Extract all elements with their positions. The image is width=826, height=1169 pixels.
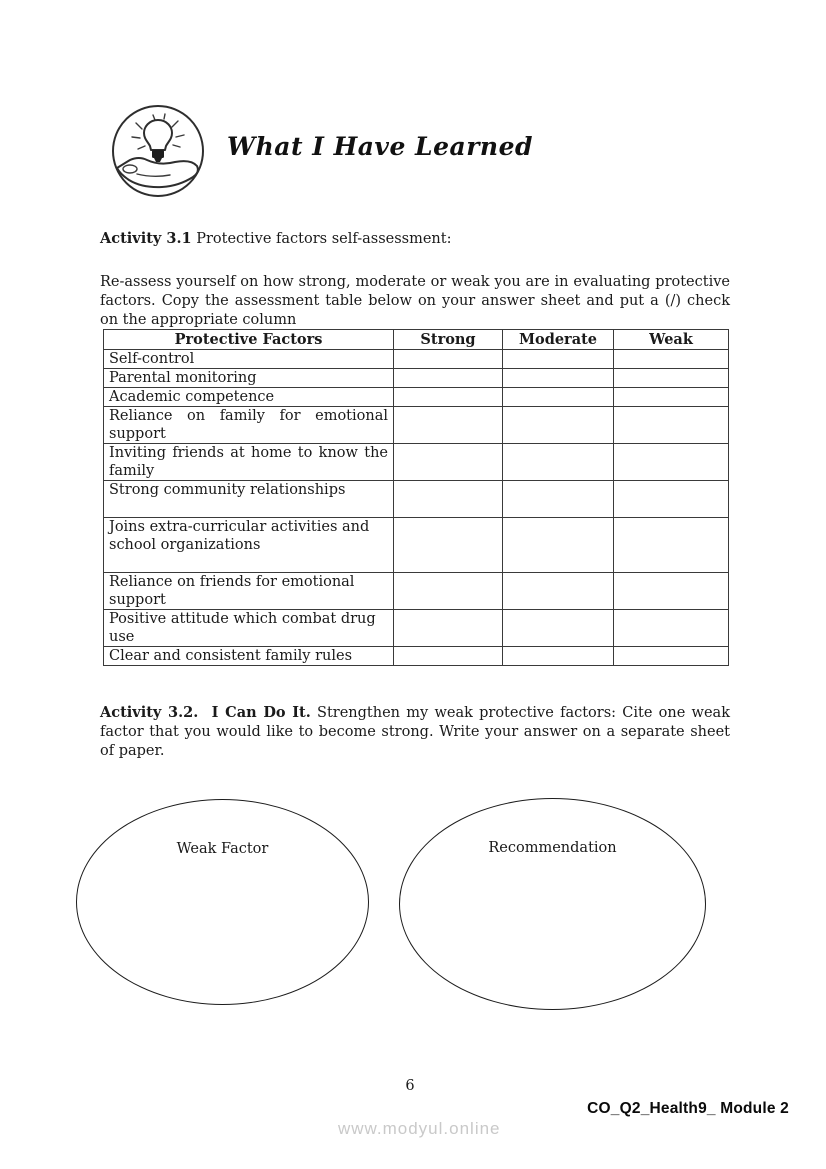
moderate-cell	[503, 647, 614, 666]
strong-cell	[394, 647, 503, 666]
recommendation-label: Recommendation	[488, 840, 617, 856]
strong-cell	[394, 388, 503, 407]
table-row	[104, 388, 729, 407]
col-header-protective-factors: Protective Factors	[104, 330, 394, 350]
table-row	[104, 647, 729, 666]
weak-cell	[614, 481, 729, 518]
moderate-cell	[503, 610, 614, 647]
activity-3-1-intro: Protective factors self-assessment:	[191, 231, 452, 247]
factor-cell: Clear and consistent family rules	[104, 647, 394, 666]
weak-cell	[614, 388, 729, 407]
weak-cell	[614, 610, 729, 647]
assessment-table-body	[104, 350, 729, 666]
weak-cell	[614, 573, 729, 610]
activity-3-2-label: Activity 3.2. I Can Do It.	[100, 703, 311, 721]
factor-cell: Self-control	[104, 350, 394, 369]
factor-cell: Strong community relationships	[104, 481, 394, 518]
weak-cell	[614, 350, 729, 369]
table-row	[104, 481, 729, 518]
weak-cell	[614, 518, 729, 573]
page-title: What I Have Learned	[227, 132, 533, 161]
factor-cell: Reliance on family for emotional support	[104, 407, 394, 444]
moderate-cell	[503, 573, 614, 610]
module-code: CO_Q2_Health9_ Module 2	[587, 1100, 789, 1117]
lightbulb-in-hand-icon	[108, 101, 208, 201]
factor-cell: Inviting friends at home to know the family	[104, 444, 394, 481]
moderate-cell	[503, 407, 614, 444]
table-row	[104, 369, 729, 388]
weak-cell	[614, 647, 729, 666]
strong-cell	[394, 369, 503, 388]
strong-cell	[394, 407, 503, 444]
col-header-strong: Strong	[394, 330, 503, 350]
assessment-table	[103, 329, 729, 666]
table-row	[104, 518, 729, 573]
moderate-cell	[503, 481, 614, 518]
table-row	[104, 444, 729, 481]
strong-cell	[394, 350, 503, 369]
activity-3-1-instructions: Re-assess yourself on how strong, moderate or weak you are in evaluating protective factors. Copy the assessment table below on your answer sheet and put a (/) check on the appropriate column	[100, 273, 730, 329]
strong-cell	[394, 444, 503, 481]
moderate-cell	[503, 369, 614, 388]
col-header-moderate: Moderate	[503, 330, 614, 350]
table-row	[104, 407, 729, 444]
watermark-text: www.modyul.online	[338, 1119, 501, 1138]
factor-cell: Positive attitude which combat drug use	[104, 610, 394, 647]
strong-cell	[394, 481, 503, 518]
strong-cell	[394, 610, 503, 647]
recommendation-oval	[399, 798, 706, 1010]
weak-cell	[614, 444, 729, 481]
activity-3-1-label: Activity 3.1	[100, 230, 192, 247]
weak-cell	[614, 369, 729, 388]
activity-3-2-instructions	[100, 703, 730, 762]
weak-factor-label: Weak Factor	[176, 841, 269, 857]
table-row	[104, 350, 729, 369]
moderate-cell	[503, 518, 614, 573]
moderate-cell	[503, 350, 614, 369]
moderate-cell	[503, 444, 614, 481]
col-header-weak: Weak	[614, 330, 729, 350]
table-row	[104, 573, 729, 610]
table-row	[104, 610, 729, 647]
weak-cell	[614, 407, 729, 444]
strong-cell	[394, 573, 503, 610]
page-number: 6	[405, 1078, 415, 1094]
weak-factor-oval	[76, 799, 369, 1005]
activity-3-2-text: Strengthen my weak protective factors: Cite one weak factor that you would like to become strong. Write your answer on a separate sheet of paper.	[100, 704, 730, 760]
activity-3-1-heading	[100, 229, 730, 249]
factor-cell: Academic competence	[104, 388, 394, 407]
moderate-cell	[503, 388, 614, 407]
factor-cell: Parental monitoring	[104, 369, 394, 388]
table-header-row	[104, 330, 729, 350]
strong-cell	[394, 518, 503, 573]
factor-cell: Reliance on friends for emotional support	[104, 573, 394, 610]
factor-cell: Joins extra-curricular activities and school organizations	[104, 518, 394, 573]
